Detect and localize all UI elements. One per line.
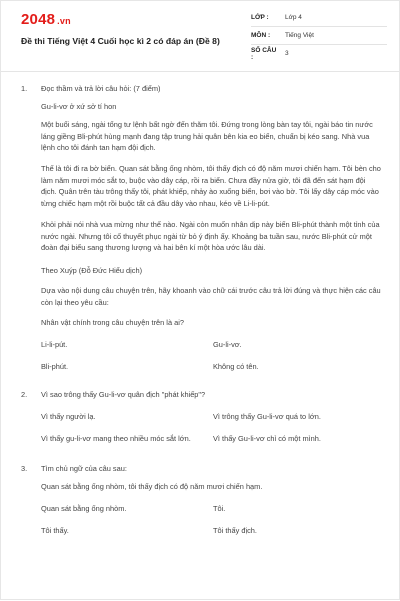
meta-row-count [251, 45, 387, 62]
content [1, 71, 400, 601]
header [1, 1, 400, 72]
option-d[interactable]: Tôi thấy địch. [213, 526, 257, 535]
option-c[interactable]: Tôi thấy. [41, 526, 69, 535]
meta-label: LỚP : [251, 14, 269, 21]
logo-suffix: .vn [57, 16, 71, 26]
exam-title: Đề thi Tiếng Việt 4 Cuối học kì 2 có đáp án (Đề 8) [21, 36, 220, 46]
option-d[interactable]: Không có tên. [213, 362, 259, 371]
meta-value: Lớp 4 [285, 14, 302, 21]
target-sentence: Quan sát bằng ống nhòm, tôi thấy địch có độ năm mươi chiến hạm. [41, 482, 263, 491]
option-c[interactable]: Bli-phút. [41, 362, 69, 371]
meta-label: SỐ CÂU : [251, 46, 277, 61]
meta-row-subject [251, 27, 387, 45]
story-paragraph-2: Thế là tôi đi ra bờ biển. Quan sát bằng ống nhòm, tôi thấy địch có độ năm mươi chiến hạm. Tôi bèn cho làm năm mươi móc sắt to, buộc vào dây cáp, rồi ra biển. Chưa đầy nửa giờ, tôi đã đến sát hạm đội địch. Quân trên tàu trông thấy tôi, phát khiếp, nhảy ào xuống biển, bơi vào bờ. Tôi lấy dây cáp móc vào từng chiếc hạm một rồi buộc tất cả đầu dây vào nhau, kéo về Li-li-pút. [41, 164, 381, 208]
meta-table [251, 9, 387, 62]
option-b[interactable]: Gu-li-vơ. [213, 340, 242, 349]
story-source: Theo Xuýp (Đỗ Đức Hiểu dịch) [41, 266, 143, 275]
option-a[interactable]: Vì thấy người lạ. [41, 412, 96, 421]
question-prompt: Tìm chủ ngữ của câu sau: [41, 464, 127, 473]
story-title: Gu-li-vơ ở xứ sở tí hon [41, 102, 117, 111]
logo[interactable] [21, 11, 71, 28]
sub-question: Nhân vật chính trong câu chuyện trên là ai? [41, 318, 184, 327]
story-paragraph-3: Khỏi phải nói nhà vua mừng như thế nào. Ngài còn muốn nhân dịp này biến Bli-phút thành một tỉnh của nước ngài. Nhưng tôi cố thuyết phục ngài từ bỏ ý định ấy. Khoảng ba tuần sau, nước Bli-phút cử một đoàn đại biểu sang thương lượng và hai bên kí một hòa ước lâu dài. [41, 220, 380, 253]
option-a[interactable]: Li-li-pút. [41, 340, 68, 349]
story-paragraph-1: Một buổi sáng, ngài tổng tư lệnh bất ngờ đến thăm tôi. Đứng trong lòng bàn tay tôi, ngài báo tin nước láng giềng Bli-phút hùng mạnh đang tập trung hải quân bên kia eo biển, chuẩn bị kéo sang. Nhà vua lệnh cho tôi đánh tan hạm đội địch. [41, 120, 373, 153]
option-a[interactable]: Quan sát bằng ống nhòm. [41, 504, 127, 513]
meta-value: Tiếng Việt [285, 32, 314, 39]
option-c[interactable]: Vì thấy gu-li-vơ mang theo nhiều móc sắt lớn. [41, 434, 191, 443]
logo-main: 2048 [21, 11, 56, 28]
option-d[interactable]: Vì thấy Gu-li-vơ chỉ có một mình. [213, 434, 321, 443]
question-prompt: Đọc thầm và trả lời câu hỏi: (7 điểm) [41, 84, 161, 93]
meta-value: 3 [285, 50, 289, 57]
meta-label: MÔN : [251, 32, 271, 39]
question-number: 1. [21, 84, 28, 93]
meta-row-class [251, 9, 387, 27]
question-prompt: Vì sao trông thấy Gu-li-vơ quân địch "phát khiếp"? [41, 390, 206, 399]
question-number: 2. [21, 390, 28, 399]
option-b[interactable]: Vì trông thấy Gu-li-vơ quá to lớn. [213, 412, 321, 421]
instruction: Dựa vào nội dung câu chuyện trên, hãy khoanh vào chữ cái trước câu trả lời đúng và thực hiện các câu còn lại theo yêu cầu: [41, 286, 381, 307]
option-b[interactable]: Tôi. [213, 504, 226, 513]
question-number: 3. [21, 464, 28, 473]
